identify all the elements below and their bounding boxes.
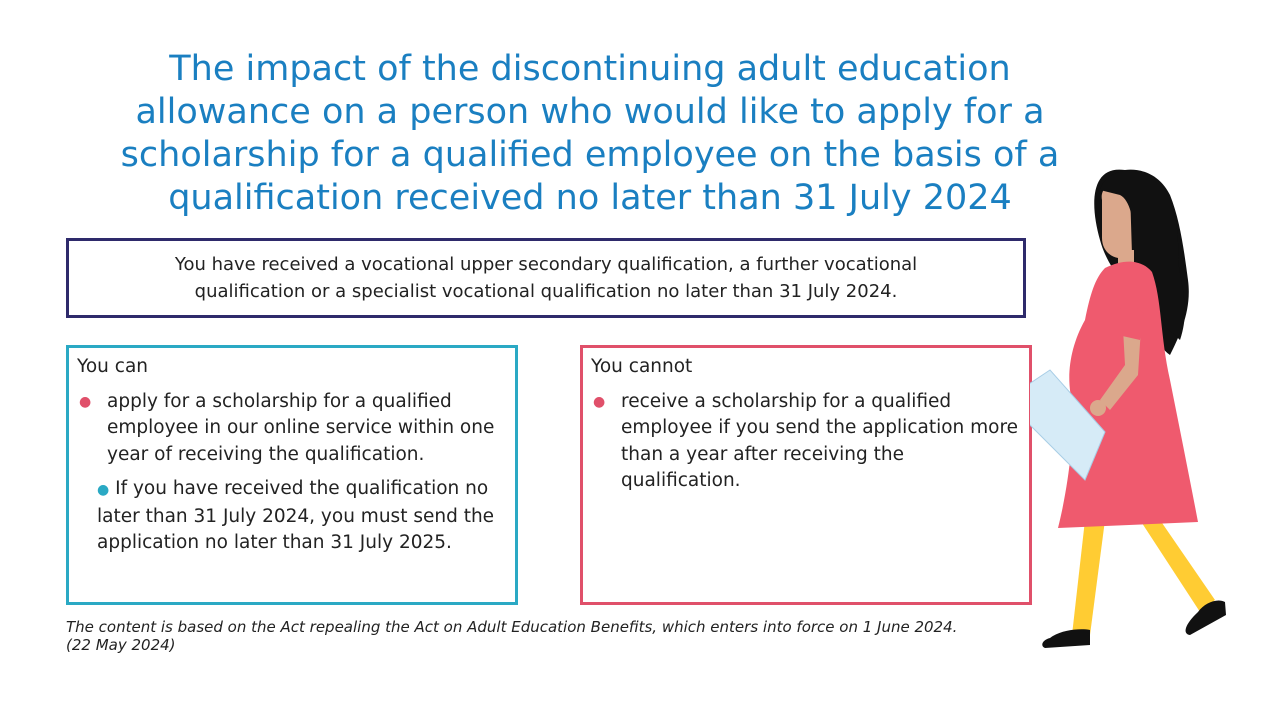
hand (1090, 400, 1106, 416)
you-can-heading: You can (77, 356, 149, 377)
you-can-box (66, 345, 518, 605)
left-leg (1072, 520, 1105, 635)
bullet-dot-icon: ● (593, 393, 606, 410)
you-can-sub-bullet-text: If you have received the qualification no later than 31 July 2024, you must send the application no later than 31 July 2025. (97, 478, 495, 553)
sleeve (1118, 307, 1145, 340)
you-cannot-box (580, 345, 1032, 605)
bullet-dot-icon: ● (79, 393, 92, 410)
qualification-info-text: You have received a vocational upper secondary qualification, a further vocational qualification or a specialist vocational qualification no later than 31 July 2024. (174, 254, 918, 302)
footnote-date: (22 May 2024) (66, 636, 176, 654)
you-can-sub-bullet (97, 476, 505, 557)
page-title: The impact of the discontinuing adult education allowance on a person who would like to apply for a scholarship for a qualified employee on the basis of a qualification received no later than 31 July 2024 (120, 49, 1060, 218)
you-cannot-heading: You cannot (591, 356, 693, 377)
you-cannot-bullet (591, 389, 1019, 495)
pregnant-woman-illustration (1030, 160, 1240, 660)
you-can-bullet-text: apply for a scholarship for a qualified employee in our online service within one year of receiving the qualification. (107, 390, 495, 465)
right-shoe (1186, 600, 1226, 635)
you-can-bullet (77, 389, 505, 469)
right-leg (1140, 520, 1215, 612)
qualification-info-box (66, 238, 1026, 318)
you-cannot-bullet-text: receive a scholarship for a qualified employee if you send the application more than a year after receiving the qualification. (621, 390, 1019, 491)
footnote (66, 618, 1046, 654)
footnote-line-1: The content is based on the Act repealing the Act on Adult Education Benefits, which enters into force on 1 June 2024. (66, 618, 958, 636)
left-shoe (1042, 629, 1090, 648)
sub-bullet-dot-icon: ● (97, 482, 110, 498)
